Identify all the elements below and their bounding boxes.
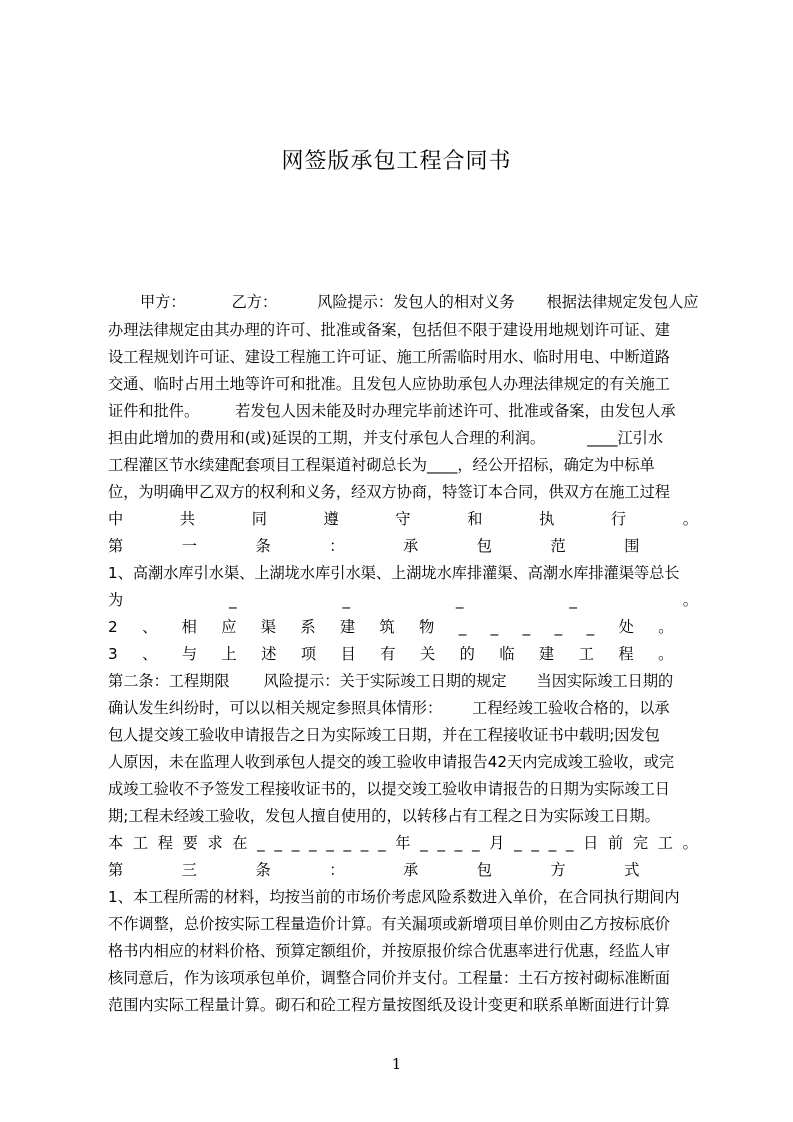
char: 方 [550,861,566,879]
char: 围 [624,537,640,555]
char: _ [569,591,577,609]
char: 。 [682,510,698,528]
char: 和 [467,510,483,528]
body-line: 设工程规划许可证、建设工程施工许可证、施工所需临时用水、临时用电、中断道路 [108,348,670,366]
char: 执 [539,510,555,528]
party-line [108,290,698,314]
char: _ [378,834,386,852]
char: 承 [403,537,419,555]
char: 。 [658,645,674,663]
char: 项 [300,645,317,663]
section-heading-1 [108,534,698,558]
body-line: 位，为明确甲乙双方的权利和义务，经双方协商，特签订本合同，供双方在施工过程 [108,483,670,501]
char: 完 [632,834,649,852]
char: 。 [658,618,674,636]
char: 条 [255,537,271,555]
body-line-justified [108,642,698,666]
char: 目 [340,645,356,663]
char: _ [522,618,531,636]
section-heading-3 [108,858,698,882]
char: _ [326,834,334,852]
char: 相 [181,618,197,636]
char: 年 [395,834,411,852]
char: 物 [419,618,435,636]
char: 临 [499,645,515,663]
body-line: 范围内实际工程量计算。砌石和砼工程方量按图纸及设计变更和联系单断面进行计算 [108,996,670,1014]
char: 求 [207,834,223,852]
char: 本 [108,834,124,852]
char: _ [548,834,557,852]
char: 3 [108,645,118,663]
body-line: 1、高潮水库引水渠、上湖垅水库引水渠、上湖垅水库排灌渠、高潮水库排灌渠等总长 [108,564,680,582]
char: 中 [108,510,124,528]
char: 式 [624,861,640,879]
char: 程 [618,645,634,663]
char: 、 [142,618,158,636]
char: _ [490,618,499,636]
char: 行 [610,510,627,528]
char: 的 [459,645,475,663]
body-line: 核同意后，作为该项承包单价，调整合同价并支付。工程量：土石方按衬砌标准断面 [108,969,670,987]
char: _ [360,834,369,852]
char: 应 [221,618,237,636]
section-heading-2 [108,669,698,693]
page-number: 1 [391,1055,402,1073]
char: 筑 [379,618,395,636]
char: 前 [607,834,624,852]
body-line: 交通、临时占用土地等许可和批准。且发包人应协助承包人办理法律规定的有关施工 [108,375,670,393]
body-line: 1、本工程所需的材料，均按当前的市场价考虑风险系数进入单价，在合同执行期间内 [108,888,680,906]
body-line-justified [108,615,698,639]
body-line: 不作调整，总价按实际工程量造价计算。有关漏项或新增项目单价则由乙方按标底价 [108,915,670,933]
char: 第 [108,537,124,555]
text-segment: ____江引水 [587,429,664,447]
body-line [108,399,698,423]
char: _ [420,834,428,852]
body-line: 成竣工验收不予签发工程接收证书的，以提交竣工验收申请报告的日期为实际竣工日 [108,780,670,798]
char: 包 [476,861,492,879]
completion-date-line [108,831,698,855]
text-segment: 若发包人因未能及时办理完毕前述许可、批准或备案，由发包人承 [235,402,676,420]
char: 在 [232,834,248,852]
char: 、 [142,645,158,663]
char: 承 [403,861,419,879]
char: 工 [132,834,149,852]
char: 述 [261,645,277,663]
document-title: 网签版承包工程合同书 [281,149,512,174]
char: 要 [182,834,198,852]
char: 一 [181,537,197,555]
risk-hint: 风险提示：发包人的相对义务 [317,293,515,311]
char: 日 [583,834,599,852]
body-line: 期;工程未经竣工验收，发包人擅自使用的，以转移占有工程之日为实际竣工日期。 [108,807,660,825]
char: 守 [395,510,411,528]
char: _ [257,834,265,852]
char: 与 [181,645,198,663]
char: 遵 [323,510,339,528]
text-segment: 第二条：工程期限 [108,672,230,690]
char: 范 [550,537,566,555]
body-line: 办理法律规定由其办理的许可、批准或备案，包括但不限于建设用地规划许可证、建 [108,321,670,339]
risk-hint: 风险提示：关于实际竣工日期的规定 [263,672,507,690]
body-line: 格书内相应的材料价格、预算定额组价，并按原报价综合优惠率进行优惠，经监人审 [108,942,670,960]
text-segment: 根据法律规定发包人应 [546,293,698,311]
char: 上 [221,645,237,663]
char: _ [343,834,352,852]
char: 2 [108,618,118,636]
char: ： [329,861,345,879]
body-line [108,426,698,450]
text-segment: 确认发生纠纷时，可以以相关规定参照具体情形： [108,699,443,717]
char: _ [274,834,283,852]
char: _ [454,834,463,852]
char: 月 [489,834,505,852]
char: _ [565,834,574,852]
char: 条 [255,861,271,879]
text-segment: 证件和批件。 [108,402,200,420]
char: 工 [657,834,673,852]
char: _ [291,834,300,852]
party-b-label: 乙方： [231,293,278,311]
char: 处 [618,618,634,636]
char: 关 [419,645,436,663]
char: _ [308,834,317,852]
char: 。 [682,834,698,852]
char: 建 [339,618,356,636]
char: 共 [179,510,196,528]
char: 为 [108,591,124,609]
body-line [108,696,698,720]
char: 建 [539,645,555,663]
body-line: 工程灌区节水续建配套项目工程渠道衬砌总长为____，经公开招标，确定为中标单 [108,456,655,474]
char: 。 [682,591,698,609]
char: 渠 [260,618,276,636]
text-segment: 担由此增加的费用和(或)延误的工期，并支付承包人合理的利润。 [108,429,546,447]
char: _ [455,591,464,609]
char: 工 [578,645,594,663]
char: 系 [300,618,316,636]
char: _ [342,591,351,609]
char: _ [586,618,595,636]
char: 第 [108,861,124,879]
body-line-justified [108,588,698,612]
body-line-justified [108,507,698,531]
text-segment: 当因实际竣工日期的 [536,672,674,690]
char: _ [554,618,563,636]
char: _ [471,834,480,852]
char: _ [229,591,237,609]
char: _ [458,618,467,636]
char: 有 [380,645,396,663]
char: _ [437,834,445,852]
char: 包 [476,537,492,555]
char: 程 [157,834,173,852]
body-line: 包人提交竣工验收申请报告之日为实际竣工日期，并在工程接收证书中载明;因发包 [108,726,660,744]
char: _ [531,834,539,852]
char: _ [514,834,522,852]
body-line: 人原因，未在监理人收到承包人提交的竣工验收申请报告42天内完成竣工验收，或完 [108,753,675,771]
text-segment: 工程经竣工验收合格的，以承 [472,699,670,717]
char: 同 [251,510,267,528]
char: 三 [181,861,197,879]
party-a-label: 甲方： [140,293,186,311]
char: ： [329,537,345,555]
